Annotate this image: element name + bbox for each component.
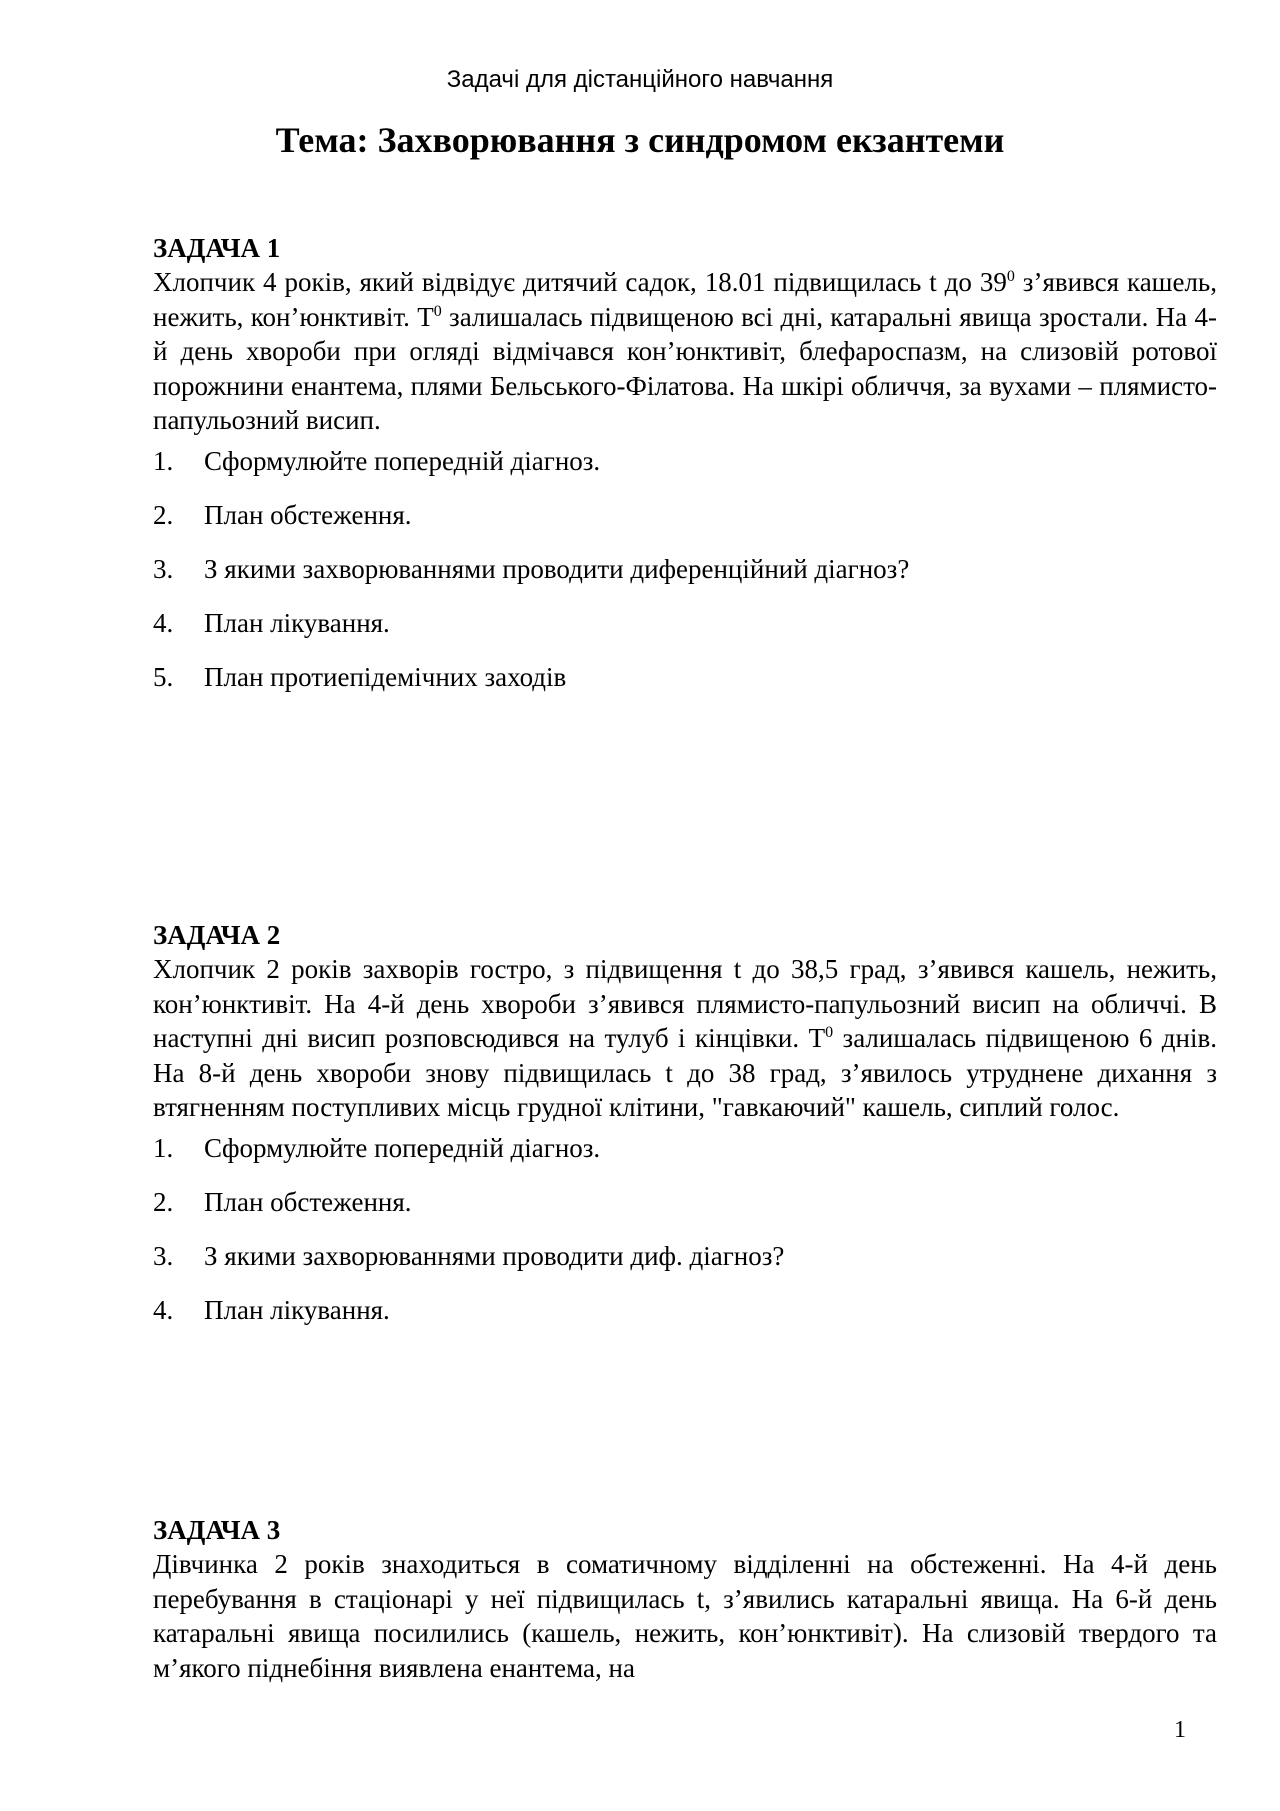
list-item xyxy=(153,1293,1217,1327)
task-text: залишалась підвищеною 6 днів. На 8-й день хвороби знову підвищилась t до 38 град, з’явилось утруднене дихання з втягненням поступливих місць грудної клітини, "гавкаючий" кашель, сиплий голос. xyxy=(153,1023,1217,1122)
question-text: План лікування. xyxy=(204,1294,390,1325)
list-number: 1. xyxy=(153,1132,174,1163)
list-item xyxy=(153,552,1217,586)
question-text: Сформулюйте попередній діагноз. xyxy=(204,1132,601,1163)
task-3 xyxy=(153,1513,1217,1685)
superscript: 0 xyxy=(1006,268,1015,285)
task-description xyxy=(153,1547,1217,1685)
list-number: 3. xyxy=(153,1240,174,1271)
page-header: Задачі для дістанційного навчання xyxy=(446,66,834,93)
list-item xyxy=(153,1239,1217,1273)
list-number: 1. xyxy=(153,445,174,476)
question-list xyxy=(153,444,1217,694)
list-item xyxy=(153,498,1217,532)
page-title: Тема: Захворювання з синдромом екзантеми xyxy=(275,120,1005,160)
question-text: З якими захворюваннями проводити диф. діагноз? xyxy=(204,1240,785,1271)
list-number: 2. xyxy=(153,1186,174,1217)
list-item xyxy=(153,606,1217,640)
list-number: 4. xyxy=(153,1294,174,1325)
task-text: Дівчинка 2 років знаходиться в соматичному відділенні на обстеженні. На 4-й день перебування в стаціонарі у неї підвищилась t, з’явились катаральні явища. На 6-й день катаральні явища посилились (кашель, нежить, кон’юнктивіт). На слизовій твердого та м’якого піднебіння виявлена енантема, на xyxy=(153,1549,1217,1683)
task-1 xyxy=(153,231,1217,714)
task-heading: ЗАДАЧА 2 xyxy=(153,920,281,950)
list-item xyxy=(153,660,1217,694)
list-item xyxy=(153,1131,1217,1165)
task-description xyxy=(153,952,1217,1125)
question-text: План лікування. xyxy=(204,607,390,638)
question-text: Сформулюйте попередній діагноз. xyxy=(204,445,601,476)
task-text: Хлопчик 2 років захворів гостро, з підвищення t до 38,5 град, з’явився кашель, нежить, кон’юнктивіт. На 4-й день хвороби з’явився плямисто-папульозний висип на обличчі. В наступні дні висип розповсюдився на тулуб і кінцівки. Т xyxy=(153,954,1217,1053)
list-number: 2. xyxy=(153,499,174,530)
question-text: План обстеження. xyxy=(204,1186,412,1217)
superscript: 0 xyxy=(433,302,442,320)
task-description xyxy=(153,265,1217,438)
task-2 xyxy=(153,918,1217,1347)
task-text: з’явився кашель, нежить, кон’юнктивіт. Т xyxy=(153,267,1217,332)
page-number: 1 xyxy=(1174,1717,1186,1743)
list-item xyxy=(153,444,1217,478)
list-item xyxy=(153,1185,1217,1219)
task-text: Хлопчик 4 років, який відвідує дитячий садок, 18.01 підвищилась t до 39 xyxy=(153,267,1007,297)
list-number: 5. xyxy=(153,661,174,692)
task-text: залишалась підвищеною всі дні, катаральні явища зростали. На 4-й день хвороби при огляді відмічався кон’юнктивіт, блефароспазм, на слизовій ротової порожнини енантема, плями Бельського-Філатова. На шкірі обличчя, за вухами – плямисто-папульозний висип. xyxy=(153,301,1217,435)
list-number: 3. xyxy=(153,553,174,584)
question-list xyxy=(153,1131,1217,1327)
question-text: План протиепідемічних заходів xyxy=(204,661,567,692)
list-number: 4. xyxy=(153,607,174,638)
superscript: 0 xyxy=(825,1024,834,1041)
task-heading: ЗАДАЧА 3 xyxy=(153,1515,281,1545)
question-text: План обстеження. xyxy=(204,499,412,530)
task-heading: ЗАДАЧА 1 xyxy=(153,233,281,263)
question-text: З якими захворюваннями проводити диференційний діагноз? xyxy=(204,553,910,584)
